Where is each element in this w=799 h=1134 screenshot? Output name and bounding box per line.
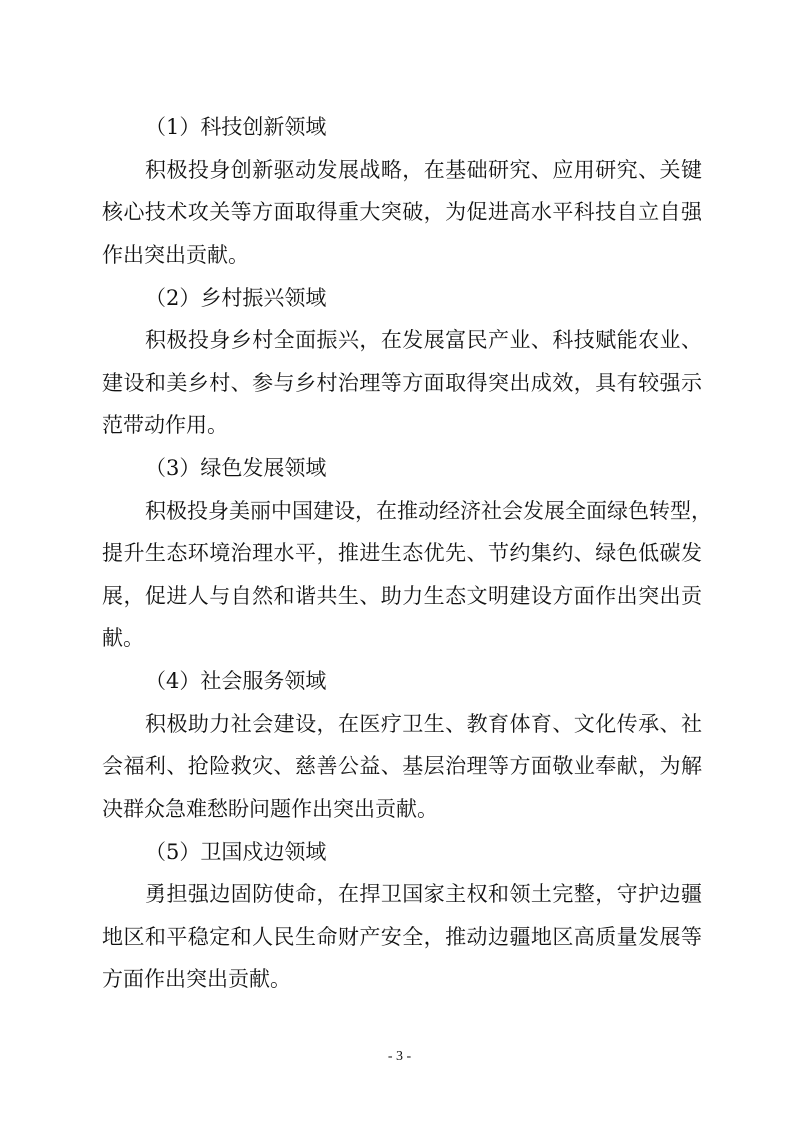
section-2-line-2: 建设和美乡村、参与乡村治理等方面取得突出成效，具有较强示 (102, 371, 702, 395)
section-heading-1: （1）科技创新领域 (145, 115, 327, 139)
section-4-line-1: 积极助力社会建设，在医疗卫生、教育体育、文化传承、社 (145, 712, 702, 736)
section-1-line-1: 积极投身创新驱动发展战略，在基础研究、应用研究、关键 (145, 158, 702, 182)
section-1-line-2: 核心技术攻关等方面取得重大突破，为促进高水平科技自立自强 (102, 200, 702, 224)
section-5-line-2: 地区和平稳定和人民生命财产安全，推动边疆地区高质量发展等 (102, 925, 702, 949)
section-3-line-1: 积极投身美丽中国建设，在推动经济社会发展全面绿色转型， (145, 499, 712, 523)
section-heading-3: （3）绿色发展领域 (145, 456, 327, 480)
section-heading-4: （4）社会服务领域 (145, 669, 327, 693)
section-heading-5: （5）卫国戍边领域 (145, 840, 327, 864)
section-2-line-1: 积极投身乡村全面振兴，在发展富民产业、科技赋能农业、 (145, 328, 702, 352)
section-heading-2: （2）乡村振兴领域 (145, 286, 327, 310)
section-2-line-3: 范带动作用。 (102, 413, 228, 437)
section-4-line-2: 会福利、抢险救灾、慈善公益、基层治理等方面敬业奉献，为解 (102, 754, 702, 778)
section-3-line-3: 展，促进人与自然和谐共生、助力生态文明建设方面作出突出贡 (102, 584, 702, 608)
section-3-line-2: 提升生态环境治理水平，推进生态优先、节约集约、绿色低碳发 (102, 541, 702, 565)
section-1-line-3: 作出突出贡献。 (102, 243, 249, 267)
section-4-line-3: 决群众急难愁盼问题作出突出贡献。 (102, 797, 438, 821)
section-5-line-3: 方面作出突出贡献。 (102, 967, 291, 991)
section-5-line-1: 勇担强边固防使命，在捍卫国家主权和领土完整，守护边疆 (145, 882, 702, 906)
page-number: - 3 - (387, 1049, 412, 1064)
section-3-line-4: 献。 (102, 626, 144, 650)
